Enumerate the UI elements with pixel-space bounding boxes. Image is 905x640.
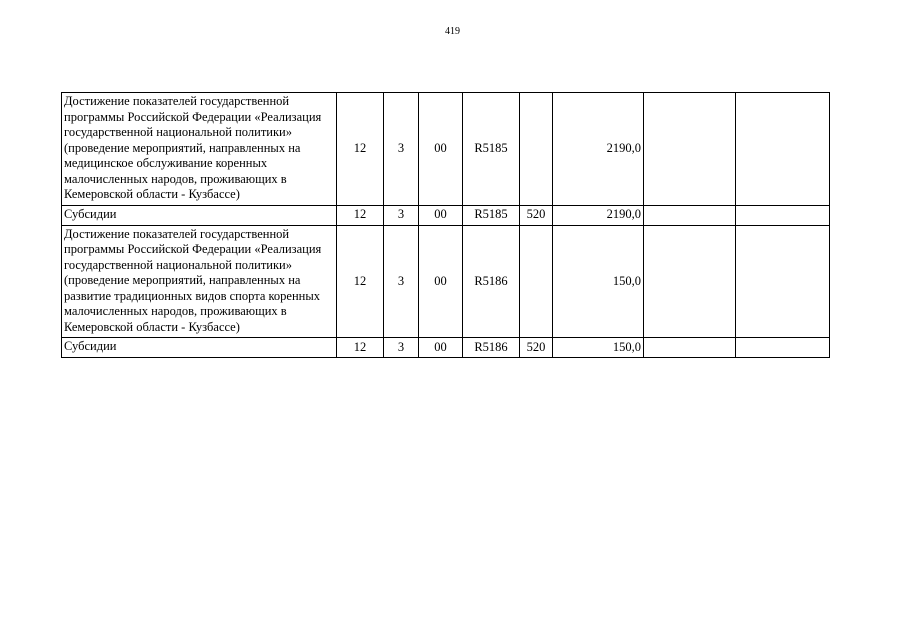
page-number: 419 bbox=[445, 26, 460, 37]
row-description: Субсидии bbox=[62, 338, 337, 358]
empty-cell bbox=[644, 93, 736, 206]
amount-cell: 2190,0 bbox=[553, 205, 644, 225]
program-cell: 00 bbox=[419, 93, 463, 206]
empty-cell bbox=[644, 338, 736, 358]
expense-type-cell: 520 bbox=[520, 205, 553, 225]
expense-type-cell bbox=[520, 225, 553, 338]
subsection-cell: 3 bbox=[384, 338, 419, 358]
empty-cell bbox=[644, 205, 736, 225]
table-row bbox=[62, 338, 830, 358]
section-cell: 12 bbox=[337, 225, 384, 338]
table-row bbox=[62, 205, 830, 225]
empty-cell bbox=[736, 338, 830, 358]
empty-cell bbox=[644, 225, 736, 338]
expense-type-cell bbox=[520, 93, 553, 206]
program-cell: 00 bbox=[419, 225, 463, 338]
amount-cell: 2190,0 bbox=[553, 93, 644, 206]
section-cell: 12 bbox=[337, 93, 384, 206]
row-description: Достижение показателей государственной программы Российской Федерации «Реализация государственной национальной политики» (проведение мероприятий, направленных на медицинское обслуживание коренных малочисленных народов, проживающих в Кемеровской области - Кузбассе) bbox=[62, 93, 337, 206]
empty-cell bbox=[736, 93, 830, 206]
table-row bbox=[62, 225, 830, 338]
section-cell: 12 bbox=[337, 338, 384, 358]
target-code-cell: R5186 bbox=[463, 225, 520, 338]
empty-cell bbox=[736, 205, 830, 225]
program-cell: 00 bbox=[419, 205, 463, 225]
subsection-cell: 3 bbox=[384, 225, 419, 338]
subsection-cell: 3 bbox=[384, 205, 419, 225]
row-description: Достижение показателей государственной программы Российской Федерации «Реализация государственной национальной политики» (проведение мероприятий, направленных на развитие традиционных видов спорта коренных малочисленных народов, проживающих в Кемеровской области - Кузбассе) bbox=[62, 225, 337, 338]
target-code-cell: R5186 bbox=[463, 338, 520, 358]
subsection-cell: 3 bbox=[384, 93, 419, 206]
target-code-cell: R5185 bbox=[463, 205, 520, 225]
target-code-cell: R5185 bbox=[463, 93, 520, 206]
program-cell: 00 bbox=[419, 338, 463, 358]
section-cell: 12 bbox=[337, 205, 384, 225]
row-description: Субсидии bbox=[62, 205, 337, 225]
amount-cell: 150,0 bbox=[553, 225, 644, 338]
amount-cell: 150,0 bbox=[553, 338, 644, 358]
table-row bbox=[62, 93, 830, 206]
expense-type-cell: 520 bbox=[520, 338, 553, 358]
budget-table bbox=[61, 92, 830, 358]
empty-cell bbox=[736, 225, 830, 338]
